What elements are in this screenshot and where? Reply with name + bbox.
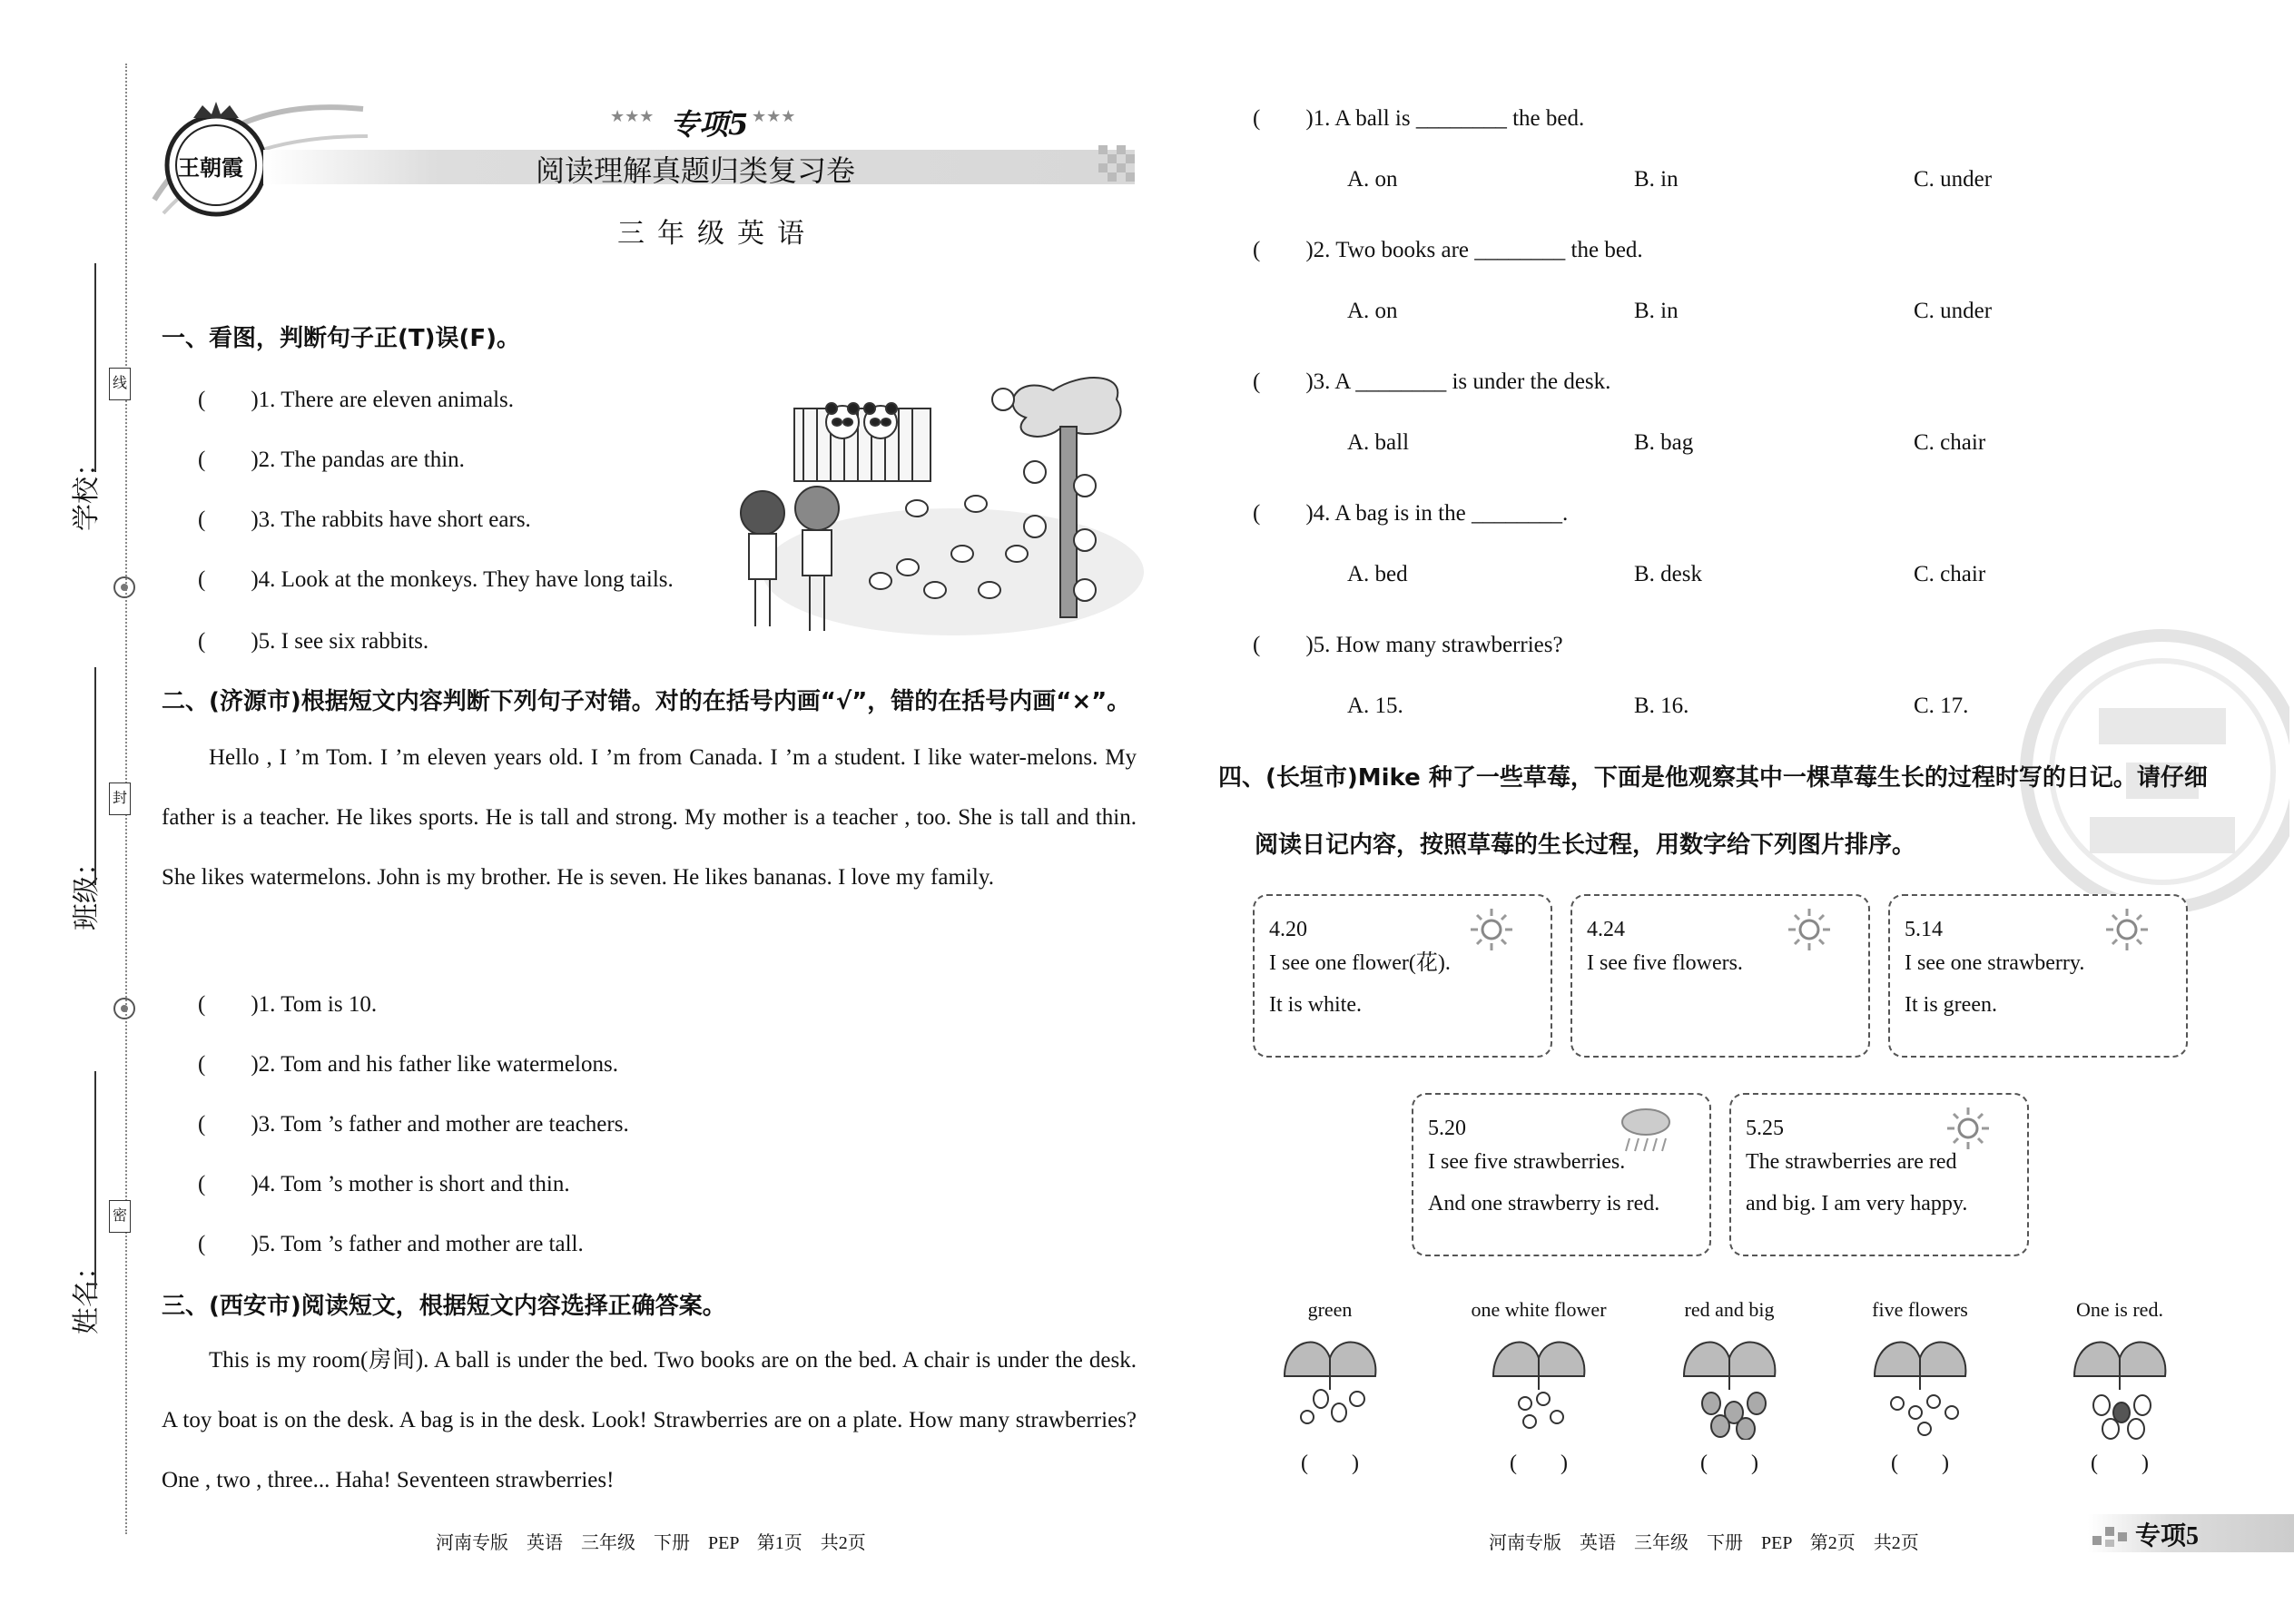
s2-item-1[interactable]: ( )1. Tom is 10. (198, 992, 378, 1017)
picture-label: one white flower (1471, 1298, 1607, 1321)
s3-question-4[interactable]: ( )4. A bag is in the ________. (1253, 501, 1569, 526)
s3-q1-option-c[interactable]: C. under (1914, 167, 1993, 192)
s1-item-1[interactable]: ( )1. There are eleven animals. (198, 388, 514, 412)
knot-icon (111, 574, 138, 601)
s1-item-4[interactable]: ( )4. Look at the monkeys. They have long tails. (198, 567, 674, 592)
section1-title: 一、看图，判断句子正(T)误(F)。 (162, 325, 521, 352)
picture-3 (1648, 1298, 1811, 1476)
s1-item-2[interactable]: ( )2. The pandas are thin. (198, 448, 465, 472)
s3-q3-option-c[interactable]: C. chair (1914, 430, 1986, 455)
s3-question-5[interactable]: ( )5. How many strawberries? (1253, 633, 1563, 657)
diary-card-5 (1729, 1093, 2029, 1256)
sun-icon (1945, 1106, 1991, 1151)
s3-q4-option-a[interactable]: A. bed (1347, 562, 1408, 586)
s3-q2-option-a[interactable]: A. on (1347, 299, 1398, 323)
picture-2 (1452, 1298, 1625, 1476)
diary-date: 5.25 (1746, 1117, 1784, 1140)
strawberry-plant-icon (1475, 1322, 1602, 1440)
diary-line-2: and big. I am very happy. (1746, 1192, 1968, 1216)
s1-item-3[interactable]: ( )3. The rabbits have short ears. (198, 507, 531, 532)
section4-title-line1: 四、(长垣市)Mike 种了一些草莓，下面是他观察其中一棵草莓生长的过程时写的日记。请仔细 (1218, 764, 2208, 792)
s3-q5-option-b[interactable]: B. 16. (1634, 694, 1689, 718)
diary-date: 4.24 (1587, 918, 1625, 941)
diary-line-1: I see one strawberry. (1905, 951, 2085, 975)
section2-passage: Hello , I ’m Tom. I ’m eleven years old. I ’m from Canada. I ’m a student. I like water-melons. My father is a teacher. He likes sports. He is tall and strong. My mother is a teacher , too. She is tall and thin. She likes watermelons. John is my brother. He is seven. He likes bananas. I love my family. (162, 745, 1137, 890)
diary-date: 5.20 (1428, 1117, 1466, 1140)
strawberry-plant-icon (1266, 1322, 1393, 1440)
picture-5 (2038, 1298, 2201, 1476)
picture-answer-blank[interactable]: ( ) (1891, 1452, 1949, 1475)
strawberry-plant-icon (2056, 1322, 2183, 1440)
s3-q4-option-b[interactable]: B. desk (1634, 562, 1702, 586)
footer-right: 河南专版 英语 三年级 下册 PEP 第2页 共2页 (1489, 1533, 1919, 1553)
s3-q4-option-c[interactable]: C. chair (1914, 562, 1986, 586)
name-field[interactable] (94, 1071, 96, 1289)
picture-label: One is red. (2076, 1298, 2163, 1321)
stars-left: ★★★ (610, 107, 655, 125)
s1-item-5[interactable]: ( )5. I see six rabbits. (198, 629, 429, 654)
strawberry-plant-icon (1666, 1322, 1793, 1440)
s3-q3-option-a[interactable]: A. ball (1347, 430, 1410, 455)
s2-item-4[interactable]: ( )4. Tom ’s mother is short and thin. (198, 1172, 570, 1196)
strawberry-plant-icon (1856, 1322, 1984, 1440)
footer-left: 河南专版 英语 三年级 下册 PEP 第1页 共2页 (436, 1533, 866, 1553)
diary-card-1 (1253, 894, 1552, 1058)
picture-answer-blank[interactable]: ( ) (1510, 1452, 1568, 1475)
page-title: 阅读理解真题归类复习卷 (536, 153, 856, 188)
s3-q5-option-c[interactable]: C. 17. (1914, 694, 1969, 718)
diary-card-2 (1570, 894, 1870, 1058)
diary-line-2: It is white. (1269, 993, 1362, 1017)
stars-right: ★★★ (752, 107, 796, 125)
picture-answer-blank[interactable]: ( ) (2091, 1452, 2149, 1475)
s3-q1-option-b[interactable]: B. in (1634, 167, 1679, 192)
diary-card-4 (1412, 1093, 1711, 1256)
rain-cloud-icon (1619, 1106, 1673, 1156)
checker-decoration (1098, 145, 1144, 187)
picture-4 (1838, 1298, 2002, 1476)
knot-icon (111, 995, 138, 1022)
picture-label: red and big (1684, 1298, 1775, 1321)
diary-line-1: I see five strawberries. (1428, 1150, 1626, 1174)
seal-mark-mi: 密 (109, 1200, 131, 1233)
subject-label: 专项5 (670, 107, 749, 142)
diary-card-3 (1888, 894, 2188, 1058)
picture-answer-blank[interactable]: ( ) (1301, 1452, 1359, 1475)
s2-item-5[interactable]: ( )5. Tom ’s father and mother are tall. (198, 1232, 584, 1256)
diary-line-2: It is green. (1905, 993, 1997, 1017)
logo-text: 王朝霞 (178, 155, 243, 181)
class-label: 班级： (71, 849, 103, 930)
section3-passage: This is my room(房间). A ball is under the bed. Two books are on the bed. A chair is under the desk. A toy boat is on the desk. A bag is in the desk. Look! Strawberries are on a plate. How many strawberries? One , two , three... Haha! Seventeen strawberries! (162, 1348, 1137, 1492)
section4-title-line2: 阅读日记内容，按照草莓的生长过程，用数字给下列图片排序。 (1255, 832, 1916, 859)
school-label: 学校： (71, 449, 103, 531)
class-field[interactable] (94, 667, 96, 885)
seal-mark-xian: 线 (109, 368, 131, 400)
s3-q1-option-a[interactable]: A. on (1347, 167, 1398, 192)
s2-item-2[interactable]: ( )2. Tom and his father like watermelons. (198, 1052, 618, 1077)
s3-question-1[interactable]: ( )1. A ball is ________ the bed. (1253, 106, 1585, 131)
diary-line-1: I see one flower(花). (1269, 951, 1451, 975)
diary-line-2: And one strawberry is red. (1428, 1192, 1660, 1216)
diary-line-1: I see five flowers. (1587, 951, 1743, 975)
picture-1 (1257, 1298, 1403, 1476)
school-field[interactable] (94, 263, 96, 472)
seal-mark-feng: 封 (109, 782, 131, 815)
diary-date: 4.20 (1269, 918, 1307, 941)
s3-q2-option-b[interactable]: B. in (1634, 299, 1679, 323)
sun-icon (1787, 907, 1832, 952)
name-label: 姓名： (71, 1253, 103, 1334)
sun-icon (1469, 907, 1514, 952)
diary-date: 5.14 (1905, 918, 1943, 941)
picture-label: green (1307, 1298, 1353, 1321)
s3-question-2[interactable]: ( )2. Two books are ________ the bed. (1253, 238, 1643, 262)
checker-decoration (2092, 1521, 2129, 1549)
picture-answer-blank[interactable]: ( ) (1700, 1452, 1758, 1475)
diary-line-1: The strawberries are red (1746, 1150, 1957, 1174)
s2-item-3[interactable]: ( )3. Tom ’s father and mother are teachers. (198, 1112, 629, 1137)
footer-tag: 专项5 (2135, 1522, 2200, 1550)
s3-q5-option-a[interactable]: A. 15. (1347, 694, 1403, 718)
sun-icon (2104, 907, 2150, 952)
strawberry-pictures-row (1257, 1298, 2274, 1507)
s3-q2-option-c[interactable]: C. under (1914, 299, 1993, 323)
s3-question-3[interactable]: ( )3. A ________ is under the desk. (1253, 369, 1611, 394)
s3-q3-option-b[interactable]: B. bag (1634, 430, 1694, 455)
grade-subtitle: 三年级英语 (617, 218, 817, 250)
section2-title: 二、(济源市)根据短文内容判断下列句子对错。对的在括号内画“√”，错的在括号内画“×”。 (162, 688, 1131, 715)
picture-label: five flowers (1872, 1298, 1968, 1321)
zoo-illustration (726, 372, 1144, 645)
section3-title: 三、(西安市)阅读短文，根据短文内容选择正确答案。 (162, 1293, 726, 1320)
